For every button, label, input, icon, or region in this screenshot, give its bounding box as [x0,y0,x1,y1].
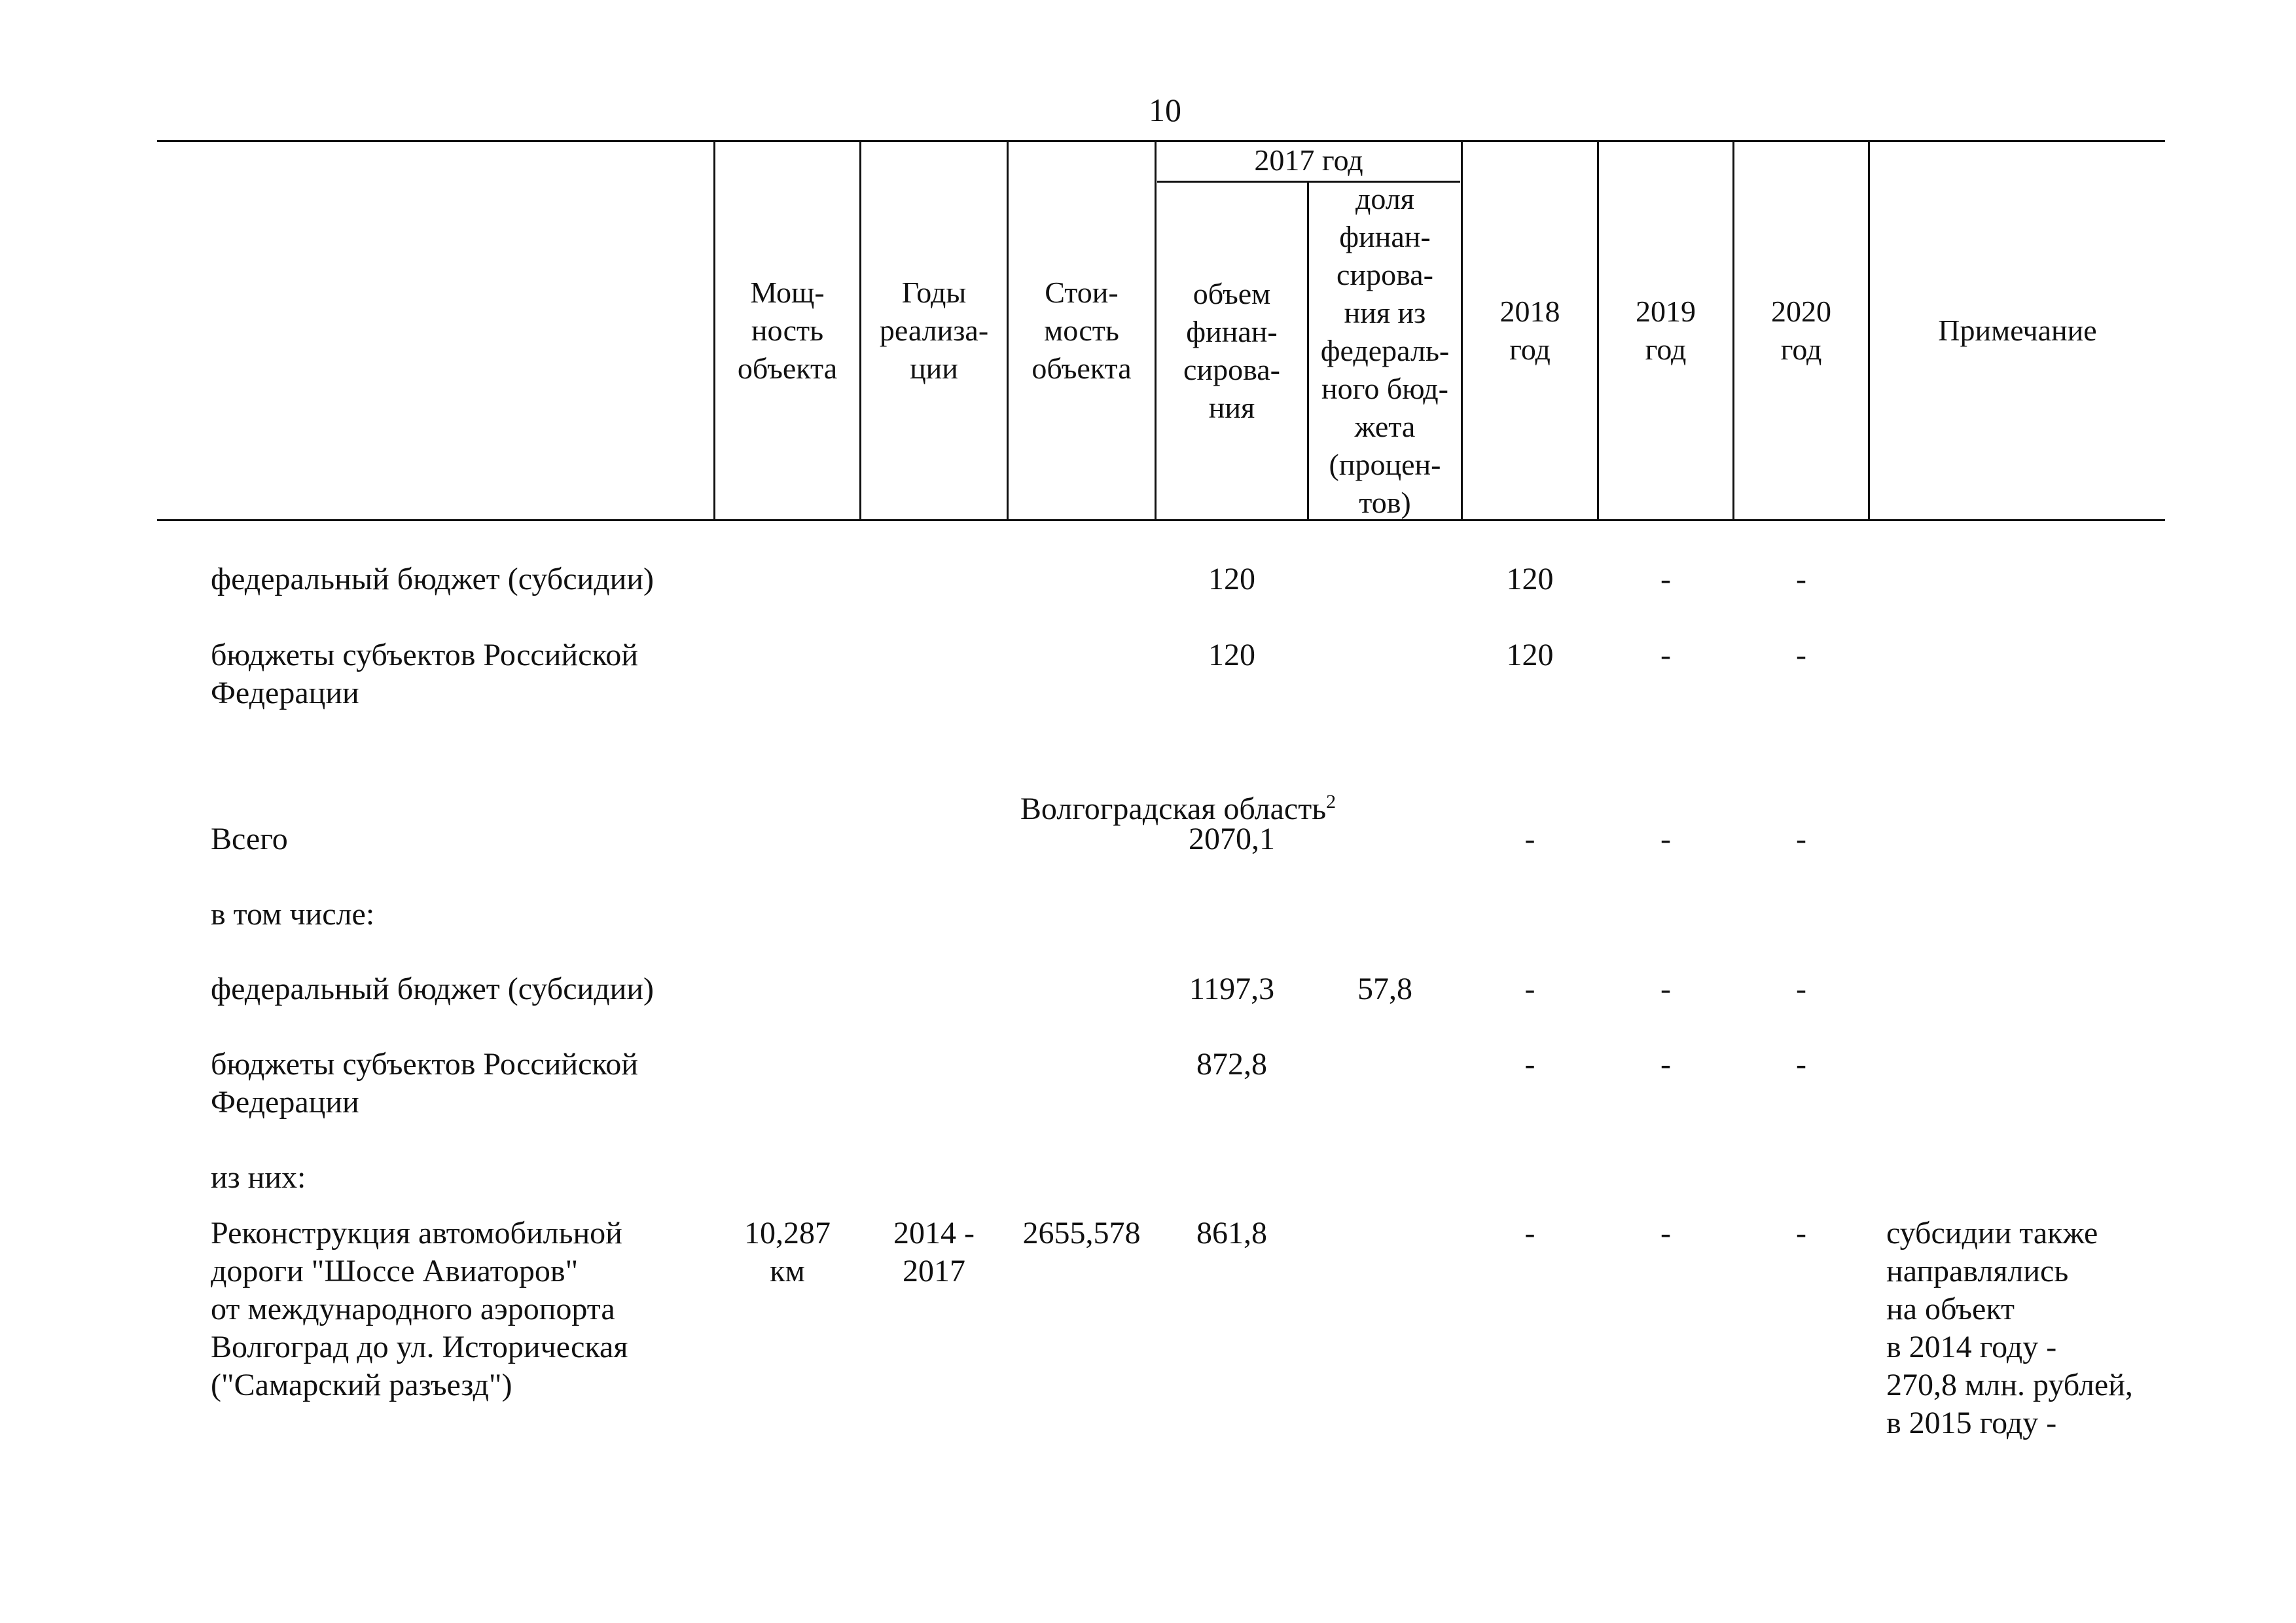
header-note: Примечание [1938,314,2097,347]
row-2019: - [1660,822,1671,856]
object-volume: 861,8 [1196,1216,1267,1250]
row-volume: 120 [1208,638,1255,672]
header-capacity: Мощ- ность объекта [737,276,838,385]
row-share: 57,8 [1357,972,1412,1006]
header-2020: 2020 год [1771,295,1831,366]
section-title: Волгоградская область [1020,792,1327,826]
row-2018: - [1524,1047,1535,1082]
row-volume: 872,8 [1196,1047,1267,1082]
object-note: субсидии также направлялись на объект в 2014 году - 270,8 млн. рублей, в 2015 году - [1886,1216,2133,1440]
object-capacity: 10,287 км [744,1216,831,1288]
row-2018: 120 [1506,638,1554,672]
page-number: 10 [1149,92,1181,128]
header-cost: Стои- мость объекта [1031,276,1132,385]
row-2019: - [1660,638,1671,672]
header-years: Годы реализа- ции [879,276,989,385]
row-volume: 1197,3 [1189,972,1275,1006]
row-2018: 120 [1506,562,1554,596]
row-2018: - [1524,972,1535,1006]
row-2020: - [1796,1047,1806,1082]
row-volume: 2070,1 [1189,822,1275,856]
header-volume: объем финан- сирова- ния [1183,277,1280,424]
header-bottom-border [157,519,2165,521]
row-2019: - [1660,562,1671,596]
header-share: доля финан- сирова- ния из федераль- ного бюд- жета (процен- тов) [1320,182,1450,519]
header-2017-group: 2017 год [1254,143,1363,177]
row-label: из них: [211,1160,306,1195]
footnote-marker: 2 [1326,791,1336,812]
row-volume: 120 [1208,562,1255,596]
row-label: бюджеты субъектов Российской Федерации [211,638,638,710]
row-label: в том числе: [211,897,375,932]
object-2020: - [1796,1216,1806,1250]
object-cost: 2655,578 [1022,1216,1141,1250]
row-2020: - [1796,638,1806,672]
row-label: бюджеты субъектов Российской Федерации [211,1047,638,1120]
section-heading [785,745,1571,828]
header-2018: 2018 год [1499,295,1560,366]
row-2020: - [1796,972,1806,1006]
object-years: 2014 - 2017 [893,1216,975,1288]
row-label: Всего [211,822,288,856]
header-2019: 2019 год [1636,295,1696,366]
object-name: Реконструкция автомобильной дороги "Шоссе Авиаторов" от международного аэропорта Волгоград до ул. Историческая ("Самарский разъезд") [211,1216,628,1402]
row-2020: - [1796,562,1806,596]
object-2019: - [1660,1216,1671,1250]
row-2019: - [1660,972,1671,1006]
row-label: федеральный бюджет (субсидии) [211,972,654,1006]
row-2019: - [1660,1047,1671,1082]
row-label: федеральный бюджет (субсидии) [211,562,654,596]
object-2018: - [1524,1216,1535,1250]
row-2018: - [1524,822,1535,856]
row-2020: - [1796,822,1806,856]
